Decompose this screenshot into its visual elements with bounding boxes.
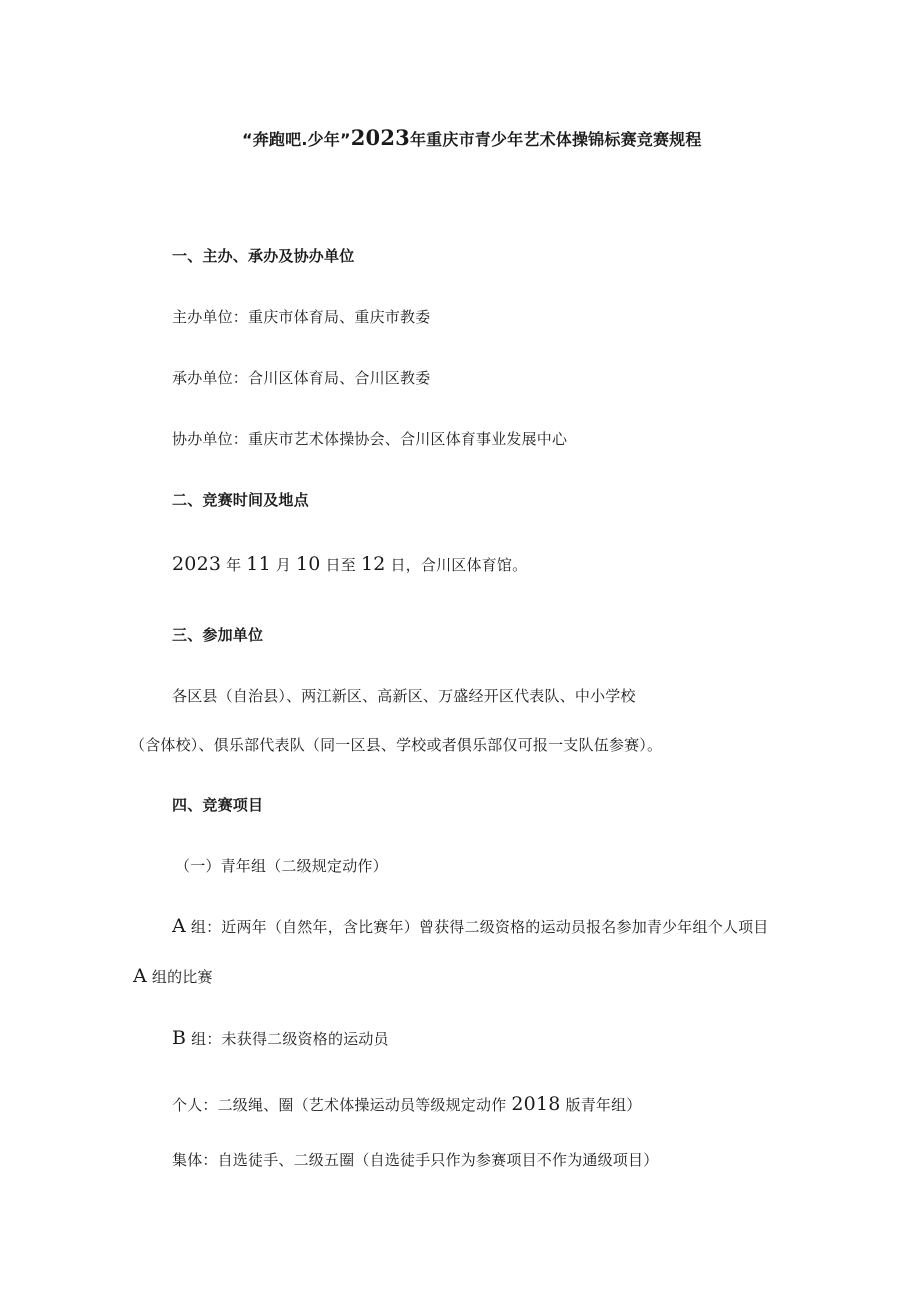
youth-group-subheading: （一）青年组（二级规定动作） [175,857,388,875]
group-b-letter: B [172,1027,187,1049]
document-title [242,125,702,150]
section4-heading: 四、竞赛项目 [172,796,264,814]
group-a-letter-2: A [133,965,147,987]
date-text-year: 年 [221,556,247,574]
date-year: 2023 [172,553,222,575]
co-organizer-unit: 协办单位：重庆市艺术体操协会、合川区体育事业发展中心 [172,430,568,448]
participants-line1: 各区县（自治县）、两江新区、高新区、万盛经开区代表队、中小学校 [172,687,636,705]
section3-heading: 三、参加单位 [172,626,264,644]
group-a-letter: A [172,915,186,937]
group-a-text: 组：近两年（自然年，含比赛年）曾获得二级资格的运动员报名参加青少年组个人项目 [185,918,769,936]
date-day-start: 10 [296,553,321,575]
participants-line2: （含体校）、俱乐部代表队（同一区县、学校或者俱乐部仅可报一支队伍参赛）。 [130,736,663,754]
title-suffix: 年重庆市青少年艺术体操锦标赛竞赛规程 [409,130,702,149]
date-text-month: 月 [270,556,297,574]
team-events: 集体：自选徒手、二级五圈（自选徒手只作为参赛项目不作为通级项目） [172,1151,659,1169]
competition-date-location [172,554,527,575]
individual-text-2: 版青年组） [560,1096,642,1114]
group-a-text-2: 组的比赛 [146,968,213,986]
individual-year: 2018 [511,1093,561,1115]
section2-heading: 二、竞赛时间及地点 [172,491,309,509]
date-text-location: 日，合川区体育馆。 [385,556,528,574]
group-b-description [172,1028,389,1049]
date-day-end: 12 [360,553,386,575]
organizer-unit: 承办单位：合川区体育局、合川区教委 [172,369,431,387]
section1-heading: 一、主办、承办及协办单位 [172,247,355,265]
date-month: 11 [246,553,271,575]
group-b-text: 组：未获得二级资格的运动员 [186,1030,389,1048]
group-a-description-cont [133,966,213,987]
title-year: 2023 [350,125,410,150]
host-unit: 主办单位：重庆市体育局、重庆市教委 [172,308,431,326]
individual-text: 个人：二级绳、圈（艺术体操运动员等级规定动作 [172,1096,512,1114]
individual-events [172,1094,642,1115]
title-prefix: “奔跑吧.少年” [242,130,351,149]
group-a-description [172,916,769,937]
date-text-to: 日至 [320,556,361,574]
